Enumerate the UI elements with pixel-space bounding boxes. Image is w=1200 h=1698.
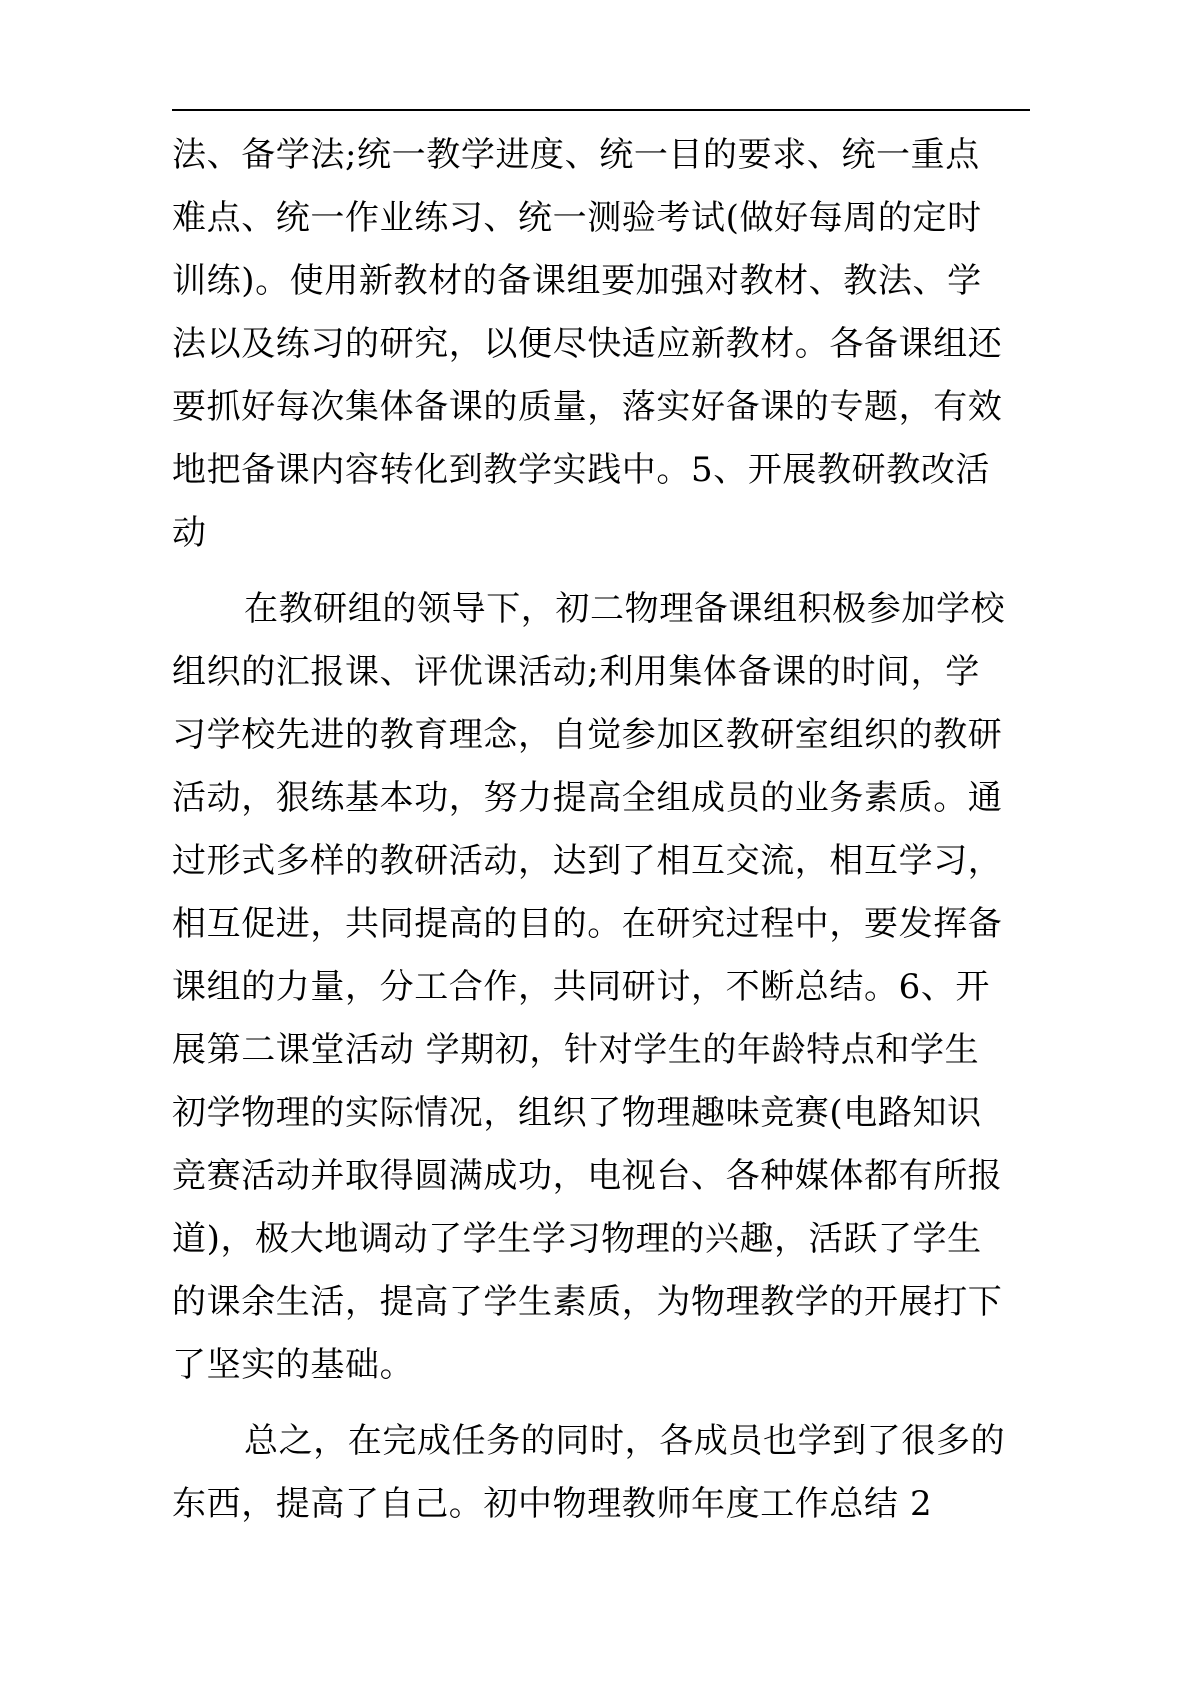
text-line: 过形式多样的教研活动，达到了相互交流，相互学习， — [172, 841, 1003, 881]
text-line: 道)，极大地调动了学生学习物理的兴趣，活跃了学生 — [172, 1219, 982, 1259]
header-rule — [172, 109, 1030, 111]
text-line: 地把备课内容转化到教学实践中。5、开展教研教改活 — [172, 450, 991, 490]
paragraph-2 — [172, 578, 1042, 1397]
text-line: 的课余生活，提高了学生素质，为物理教学的开展打下 — [172, 1282, 1003, 1322]
paragraph-1 — [172, 124, 1042, 565]
text-line: 动 — [172, 513, 207, 553]
text-line: 东西，提高了自己。初中物理教师年度工作总结 2 — [172, 1484, 933, 1524]
text-line: 法以及练习的研究，以便尽快适应新教材。各备课组还 — [172, 324, 1003, 364]
text-line: 法、备学法;统一教学进度、统一目的要求、统一重点 — [172, 135, 980, 175]
text-line: 展第二课堂活动 学期初，针对学生的年龄特点和学生 — [172, 1030, 980, 1070]
text-line: 要抓好每次集体备课的质量，落实好备课的专题，有效 — [172, 387, 1003, 427]
text-line: 难点、统一作业练习、统一测验考试(做好每周的定时 — [172, 198, 982, 238]
document-body — [172, 124, 1042, 1536]
text-line: 相互促进，共同提高的目的。在研究过程中，要发挥备 — [172, 904, 1003, 944]
text-line: 在教研组的领导下，初二物理备课组积极参加学校 — [244, 589, 1006, 629]
text-line: 训练)。使用新教材的备课组要加强对教材、教法、学 — [172, 261, 982, 301]
text-line: 习学校先进的教育理念，自觉参加区教研室组织的教研 — [172, 715, 1003, 755]
text-line: 组织的汇报课、评优课活动;利用集体备课的时间，学 — [172, 652, 980, 692]
text-line: 活动，狠练基本功，努力提高全组成员的业务素质。通 — [172, 778, 1003, 818]
paragraph-3 — [172, 1410, 1042, 1536]
text-line: 竞赛活动并取得圆满成功，电视台、各种媒体都有所报 — [172, 1156, 1003, 1196]
text-line: 了坚实的基础。 — [172, 1345, 415, 1385]
text-line: 总之，在完成任务的同时，各成员也学到了很多的 — [244, 1421, 1006, 1461]
text-line: 初学物理的实际情况，组织了物理趣味竞赛(电路知识 — [172, 1093, 982, 1133]
text-line: 课组的力量，分工合作，共同研讨，不断总结。6、开 — [172, 967, 991, 1007]
